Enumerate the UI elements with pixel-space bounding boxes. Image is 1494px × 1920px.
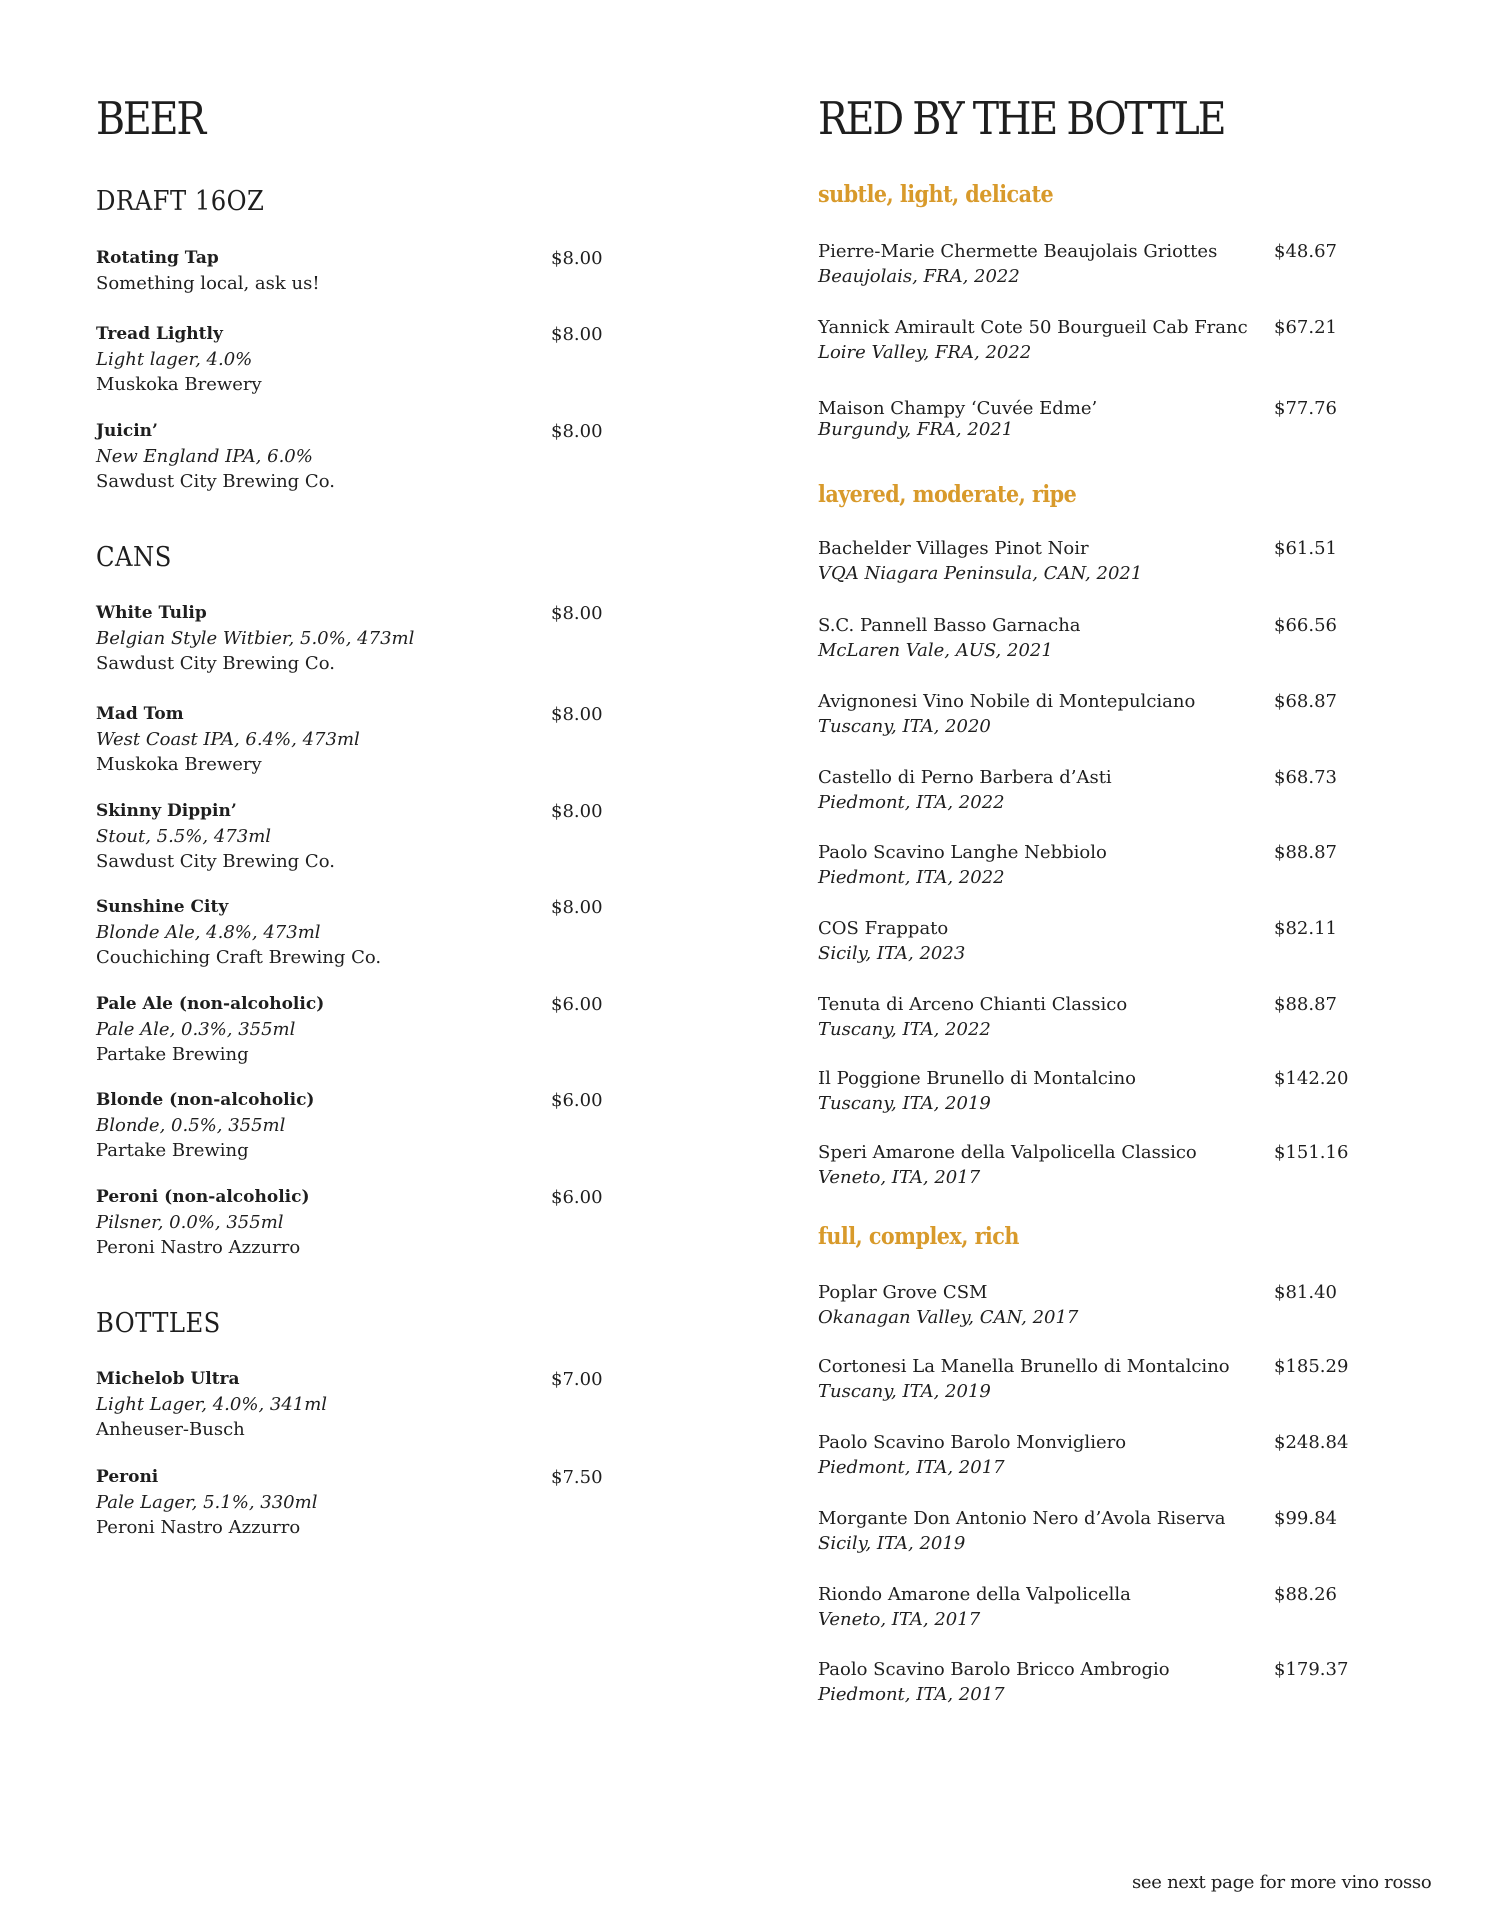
beer-price: $8.00 [551, 324, 603, 345]
wine-item [818, 396, 1418, 442]
wine-region: Piedmont, ITA, 2017 [818, 1684, 1005, 1705]
beer-style: Pale Lager, 5.1%, 330ml [96, 1492, 318, 1513]
beer-name: Skinny Dippin’ [96, 801, 237, 821]
wine-name: Yannick Amirault Cote 50 Bourgueil Cab Franc [818, 317, 1248, 338]
wine-price: $151.16 [1274, 1142, 1349, 1163]
beer-name: Pale Ale (non-alcoholic) [96, 994, 325, 1014]
wine-name: Maison Champy ‘Cuvée Edme’ [818, 398, 1098, 419]
beer-item [96, 799, 616, 874]
wine-name: Speri Amarone della Valpolicella Classico [818, 1142, 1197, 1163]
beer-item [96, 992, 616, 1067]
wine-item [818, 1582, 1418, 1632]
wine-price: $88.26 [1274, 1584, 1337, 1605]
wine-name: Bachelder Villages Pinot Noir [818, 538, 1089, 559]
wine-region: Sicily, ITA, 2019 [818, 1533, 966, 1554]
wine-price: $88.87 [1274, 842, 1337, 863]
wine-name: S.C. Pannell Basso Garnacha [818, 615, 1081, 636]
full-heading: full, complex, rich [818, 1223, 1019, 1250]
wine-price: $67.21 [1274, 317, 1337, 338]
beer-price: $8.00 [551, 801, 603, 822]
wine-price: $99.84 [1274, 1508, 1337, 1529]
beer-style: New England IPA, 6.0% [96, 446, 313, 467]
beer-style: Light lager, 4.0% [96, 349, 253, 370]
cans-heading: CANS [96, 542, 172, 573]
wine-region: VQA Niagara Peninsula, CAN, 2021 [818, 563, 1143, 584]
wine-item [818, 1657, 1418, 1707]
beer-style: Blonde Ale, 4.8%, 473ml [96, 922, 321, 943]
beer-price: $7.50 [551, 1467, 603, 1488]
wine-price: $61.51 [1274, 538, 1337, 559]
beer-maker: Partake Brewing [96, 1140, 249, 1161]
beer-maker: Muskoka Brewery [96, 754, 262, 775]
wine-name: Paolo Scavino Barolo Monvigliero [818, 1432, 1127, 1453]
wine-item [818, 916, 1418, 966]
wine-region: Okanagan Valley, CAN, 2017 [818, 1307, 1079, 1328]
wine-item [818, 1280, 1418, 1330]
beer-item [96, 419, 616, 494]
wine-price: $68.87 [1274, 691, 1337, 712]
wine-region: Burgundy, FRA, 2021 [818, 419, 1014, 440]
beer-name: Juicin’ [96, 421, 158, 441]
wine-price: $68.73 [1274, 767, 1337, 788]
beer-name: Mad Tom [96, 704, 184, 724]
beer-style: Light Lager, 4.0%, 341ml [96, 1394, 328, 1415]
beer-style: Pilsner, 0.0%, 355ml [96, 1212, 284, 1233]
wine-name: Morgante Don Antonio Nero d’Avola Riserva [818, 1508, 1226, 1529]
wine-item [818, 689, 1418, 739]
wine-price: $142.20 [1274, 1068, 1349, 1089]
beer-style: West Coast IPA, 6.4%, 473ml [96, 729, 360, 750]
wine-region: Tuscany, ITA, 2019 [818, 1381, 991, 1402]
beer-item [96, 601, 616, 676]
wine-item [818, 613, 1418, 663]
bottles-heading: BOTTLES [96, 1308, 221, 1339]
beer-name: White Tulip [96, 603, 207, 623]
draft-heading: DRAFT 16OZ [96, 186, 265, 217]
beer-maker: Muskoka Brewery [96, 374, 262, 395]
beer-item [96, 1088, 616, 1163]
beer-name: Peroni (non-alcoholic) [96, 1187, 310, 1207]
wine-item [818, 1430, 1418, 1480]
wine-region: McLaren Vale, AUS, 2021 [818, 640, 1053, 661]
beer-item [96, 246, 616, 296]
wine-price: $82.11 [1274, 918, 1337, 939]
beer-maker: Peroni Nastro Azzurro [96, 1517, 301, 1538]
beer-maker: Couchiching Craft Brewing Co. [96, 947, 382, 968]
beer-title: BEER [96, 92, 204, 145]
wine-item [818, 840, 1418, 890]
wine-region: Veneto, ITA, 2017 [818, 1167, 981, 1188]
wine-name: Tenuta di Arceno Chianti Classico [818, 994, 1128, 1015]
beer-name: Tread Lightly [96, 324, 223, 344]
beer-maker: Anheuser-Busch [96, 1419, 245, 1440]
beer-item [96, 895, 616, 970]
beer-price: $8.00 [551, 248, 603, 269]
beer-name: Rotating Tap [96, 248, 219, 268]
beer-maker: Partake Brewing [96, 1044, 249, 1065]
wine-name: Avignonesi Vino Nobile di Montepulciano [818, 691, 1196, 712]
wine-name: Poplar Grove CSM [818, 1282, 988, 1303]
wine-name: Castello di Perno Barbera d’Asti [818, 767, 1112, 788]
beer-item [96, 1367, 616, 1442]
beer-item [96, 1185, 616, 1260]
beer-item [96, 702, 616, 777]
beer-name: Blonde (non-alcoholic) [96, 1090, 315, 1110]
wine-name: Paolo Scavino Langhe Nebbiolo [818, 842, 1107, 863]
wine-price: $66.56 [1274, 615, 1337, 636]
wine-region: Piedmont, ITA, 2017 [818, 1457, 1005, 1478]
wine-price: $179.37 [1274, 1659, 1349, 1680]
beer-maker: Sawdust City Brewing Co. [96, 851, 335, 872]
wine-item [818, 239, 1418, 289]
wine-region: Beaujolais, FRA, 2022 [818, 266, 1020, 287]
wine-price: $185.29 [1274, 1356, 1349, 1377]
beer-price: $8.00 [551, 603, 603, 624]
beer-price: $6.00 [551, 994, 603, 1015]
red-title: RED BY THE BOTTLE [818, 92, 1225, 145]
wine-region: Sicily, ITA, 2023 [818, 943, 966, 964]
wine-region: Piedmont, ITA, 2022 [818, 867, 1005, 888]
beer-style: Stout, 5.5%, 473ml [96, 826, 272, 847]
wine-item [818, 765, 1418, 815]
wine-name: Cortonesi La Manella Brunello di Montalcino [818, 1356, 1230, 1377]
wine-name: Pierre-Marie Chermette Beaujolais Griottes [818, 241, 1218, 262]
wine-item [818, 1066, 1418, 1116]
beer-maker: Something local, ask us! [96, 273, 320, 294]
beer-style: Belgian Style Witbier, 5.0%, 473ml [96, 628, 415, 649]
wine-item [818, 315, 1418, 365]
wine-item [818, 1140, 1418, 1190]
beer-maker: Sawdust City Brewing Co. [96, 653, 335, 674]
beer-item [96, 322, 616, 397]
wine-item [818, 1354, 1418, 1404]
wine-region: Tuscany, ITA, 2022 [818, 1019, 991, 1040]
beer-name: Sunshine City [96, 897, 229, 917]
wine-region: Veneto, ITA, 2017 [818, 1609, 981, 1630]
wine-item [818, 992, 1418, 1042]
wine-name: COS Frappato [818, 918, 949, 939]
subtle-heading: subtle, light, delicate [818, 181, 1054, 208]
beer-price: $8.00 [551, 704, 603, 725]
wine-region: Loire Valley, FRA, 2022 [818, 342, 1032, 363]
wine-region: Tuscany, ITA, 2020 [818, 716, 991, 737]
beer-maker: Peroni Nastro Azzurro [96, 1237, 301, 1258]
beer-name: Michelob Ultra [96, 1369, 240, 1389]
beer-price: $6.00 [551, 1187, 603, 1208]
wine-price: $248.84 [1274, 1432, 1349, 1453]
wine-item [818, 536, 1418, 586]
beer-price: $7.00 [551, 1369, 603, 1390]
wine-region: Tuscany, ITA, 2019 [818, 1093, 991, 1114]
beer-price: $8.00 [551, 421, 603, 442]
wine-price: $81.40 [1274, 1282, 1337, 1303]
beer-price: $8.00 [551, 897, 603, 918]
wine-name: Il Poggione Brunello di Montalcino [818, 1068, 1137, 1089]
wine-name: Riondo Amarone della Valpolicella [818, 1584, 1131, 1605]
wine-region: Piedmont, ITA, 2022 [818, 792, 1005, 813]
beer-item [96, 1465, 616, 1540]
wine-price: $48.67 [1274, 241, 1337, 262]
wine-name: Paolo Scavino Barolo Bricco Ambrogio [818, 1659, 1170, 1680]
layered-heading: layered, moderate, ripe [818, 481, 1077, 508]
beer-style: Pale Ale, 0.3%, 355ml [96, 1019, 296, 1040]
next-page-note: see next page for more vino rosso [1132, 1872, 1432, 1893]
wine-price: $88.87 [1274, 994, 1337, 1015]
wine-item [818, 1506, 1418, 1556]
beer-style: Blonde, 0.5%, 355ml [96, 1115, 286, 1136]
beer-maker: Sawdust City Brewing Co. [96, 471, 335, 492]
beer-name: Peroni [96, 1467, 159, 1487]
wine-price: $77.76 [1274, 398, 1337, 419]
beer-price: $6.00 [551, 1090, 603, 1111]
